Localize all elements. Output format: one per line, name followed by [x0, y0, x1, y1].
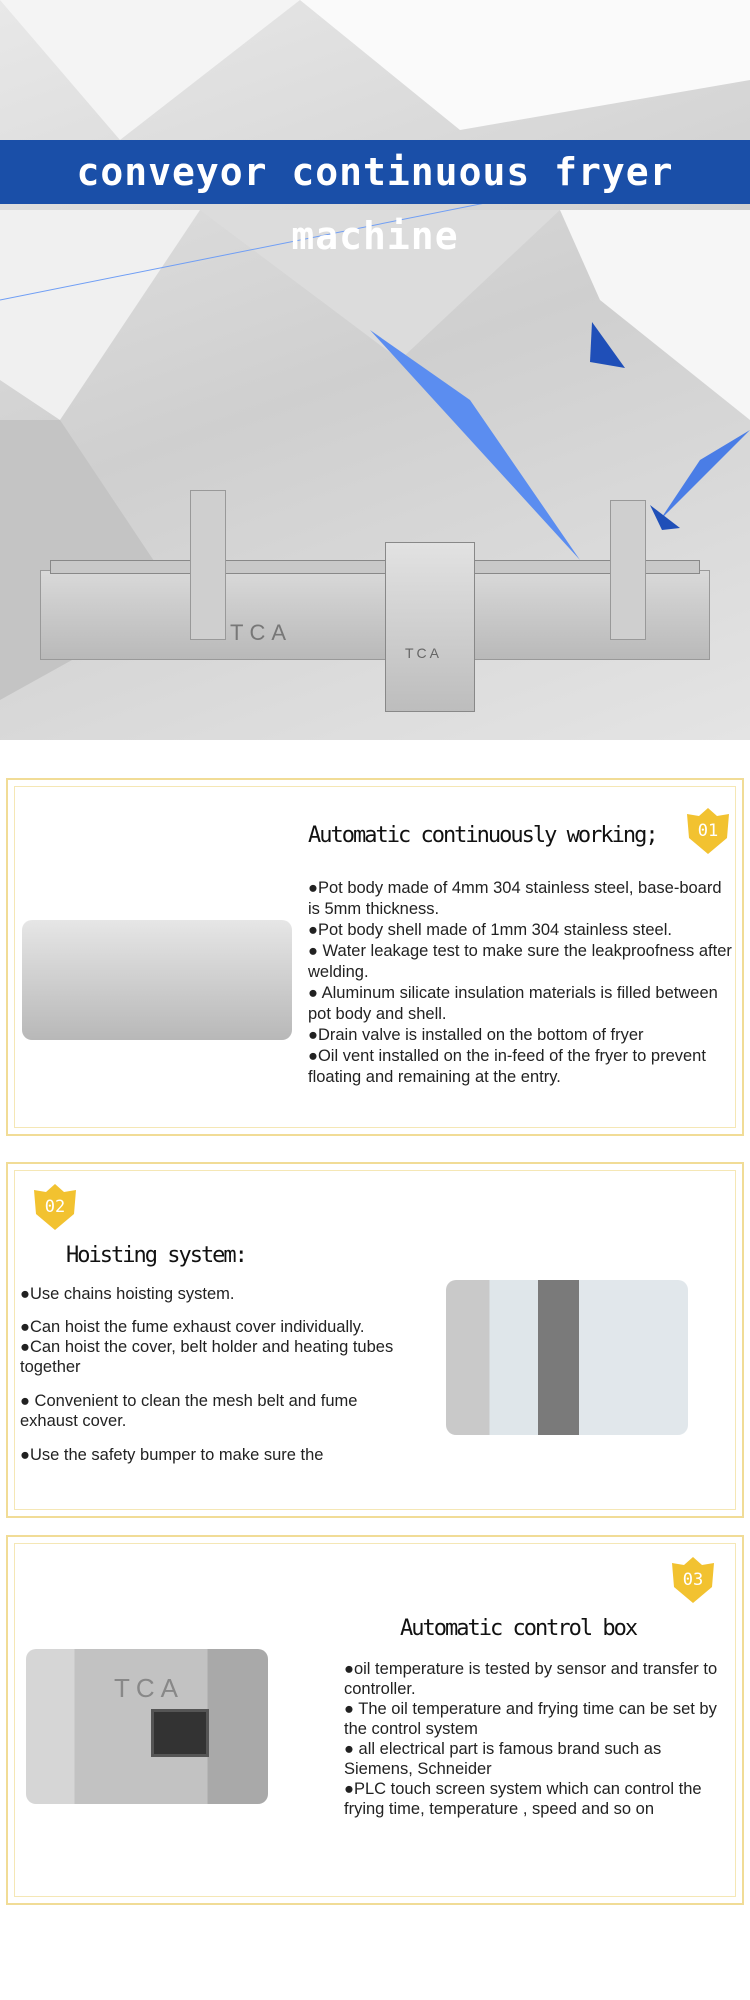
feature-item: ● all electrical part is famous brand such as Siemens, Schneider	[344, 1740, 662, 1778]
brand-logo: TCA	[114, 1673, 184, 1703]
section-heading: Automatic continuously working;	[308, 823, 657, 848]
svg-text:03: 03	[682, 1570, 704, 1590]
badge-shield-icon	[683, 808, 733, 856]
feature-list	[20, 1284, 410, 1466]
feature-item: ●Oil vent installed on the in-feed of the fryer to prevent floating and remaining at the entry.	[308, 1047, 706, 1086]
svg-text:01: 01	[697, 821, 719, 841]
brand-logo-center: TCA	[405, 645, 442, 661]
feature-item: ●Can hoist the cover, belt holder and heating tubes together	[20, 1338, 394, 1376]
feature-section-1	[6, 778, 744, 1136]
feature-item: ● The oil temperature and frying time can be set by the control system	[344, 1700, 717, 1738]
feature-section-3	[6, 1535, 744, 1905]
badge-shield-icon	[30, 1184, 80, 1232]
feature-item: ●oil temperature is tested by sensor and transfer to controller.	[344, 1660, 718, 1698]
feature-item: ● Aluminum silicate insulation materials is filled between pot body and shell.	[308, 984, 718, 1023]
feature-list	[308, 878, 733, 1088]
page-title-banner: conveyor continuous fryer machine	[0, 140, 750, 204]
hero-image	[0, 0, 750, 740]
feature-item: ●Use chains hoisting system.	[20, 1285, 235, 1303]
svg-text:02: 02	[44, 1197, 66, 1217]
feature-item: ●PLC touch screen system which can control the frying time, temperature , speed and so on	[344, 1780, 702, 1818]
section-heading: Hoisting system:	[66, 1243, 246, 1268]
feature-item: ● Convenient to clean the mesh belt and fume exhaust cover.	[20, 1392, 358, 1430]
control-box-photo	[26, 1649, 268, 1804]
section-heading: Automatic control box	[400, 1616, 637, 1641]
feature-item: ●Pot body made of 4mm 304 stainless steel, base-board is 5mm thickness.	[308, 879, 722, 918]
hoisting-photo	[446, 1280, 688, 1435]
fryer-photo	[22, 920, 292, 1040]
feature-item: ●Pot body shell made of 1mm 304 stainless steel.	[308, 921, 672, 939]
feature-item: ●Can hoist the fume exhaust cover individually.	[20, 1318, 365, 1336]
fryer-machine-illustration	[20, 500, 730, 700]
feature-section-2	[6, 1162, 744, 1518]
feature-item: ● Water leakage test to make sure the leakproofness after welding.	[308, 942, 732, 981]
feature-item: ●Drain valve is installed on the bottom of fryer	[308, 1026, 644, 1044]
brand-logo-left: TCA	[230, 620, 292, 645]
feature-item: ●Use the safety bumper to make sure the	[20, 1446, 324, 1464]
badge-shield-icon	[668, 1557, 718, 1605]
feature-list	[344, 1659, 734, 1819]
